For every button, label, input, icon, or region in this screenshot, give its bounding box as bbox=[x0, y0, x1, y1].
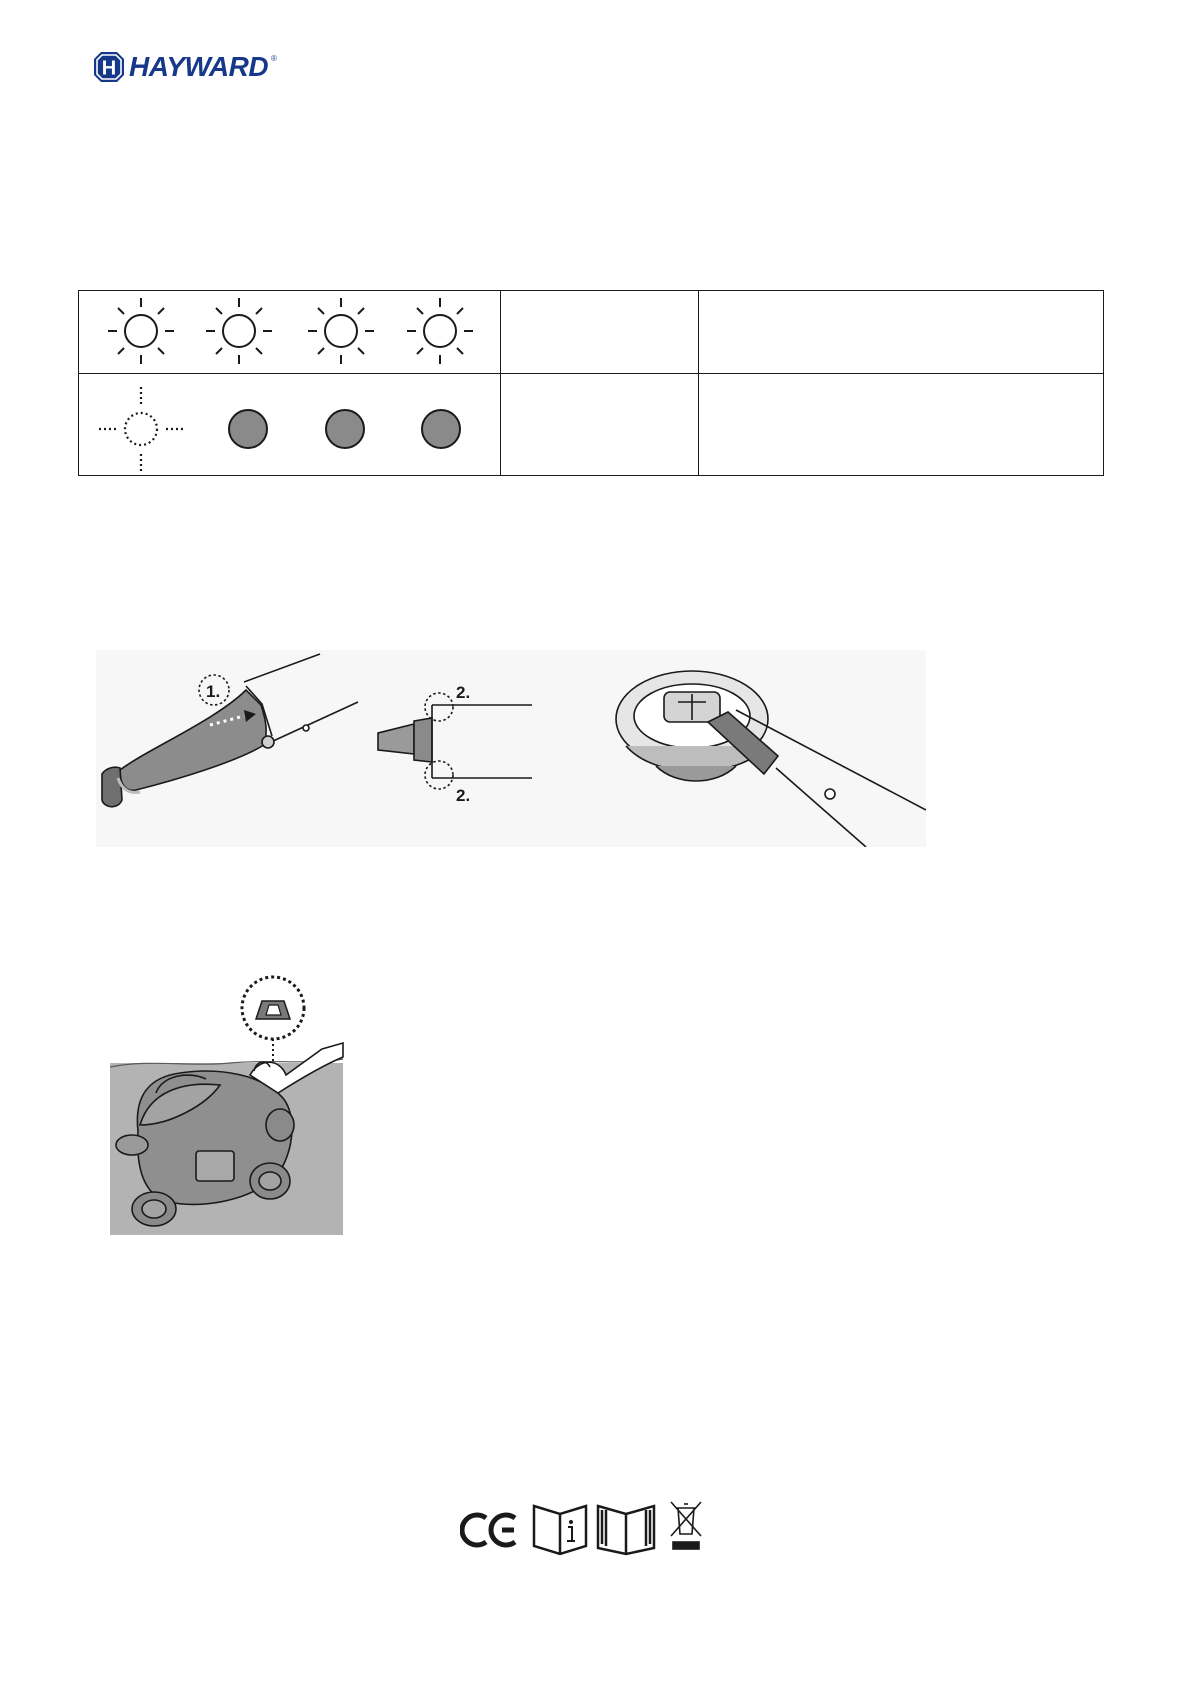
info-manual-icon bbox=[534, 1506, 586, 1554]
regulatory-symbols bbox=[460, 1496, 736, 1556]
weee-bin-icon bbox=[671, 1502, 701, 1549]
registered-mark: ® bbox=[271, 54, 277, 63]
badge-letter: H bbox=[101, 57, 117, 80]
handle-assembly-illustration bbox=[96, 650, 926, 847]
led-row-1 bbox=[108, 298, 473, 364]
led-blinking-dotted-icon bbox=[98, 386, 184, 472]
callout-step-2-top: 2. bbox=[456, 683, 471, 702]
led-meaning-cell-1 bbox=[501, 291, 698, 373]
led-off-icon bbox=[229, 410, 267, 448]
led-meaning-cell-2 bbox=[501, 374, 698, 475]
led-indicator-cell bbox=[79, 291, 500, 475]
led-off-icon bbox=[326, 410, 364, 448]
read-manual-icon bbox=[598, 1506, 654, 1554]
led-status-table bbox=[78, 290, 1104, 476]
led-flashing-icon bbox=[308, 298, 374, 364]
brand-name: HAYWARD bbox=[129, 51, 269, 82]
led-off-icon bbox=[422, 410, 460, 448]
hayward-badge-icon bbox=[92, 50, 126, 84]
led-flashing-icon bbox=[206, 298, 272, 364]
led-flashing-icon bbox=[407, 298, 473, 364]
led-row-2 bbox=[98, 386, 460, 472]
ce-mark-icon bbox=[462, 1515, 515, 1545]
callout-step-2-bottom: 2. bbox=[456, 786, 471, 805]
led-flashing-icon bbox=[108, 298, 174, 364]
robot-power-button-illustration bbox=[110, 975, 345, 1237]
callout-step-1: 1. bbox=[206, 682, 221, 701]
led-action-cell-1 bbox=[699, 291, 1103, 373]
hayward-logo bbox=[92, 50, 282, 84]
led-action-cell-2 bbox=[699, 374, 1103, 475]
